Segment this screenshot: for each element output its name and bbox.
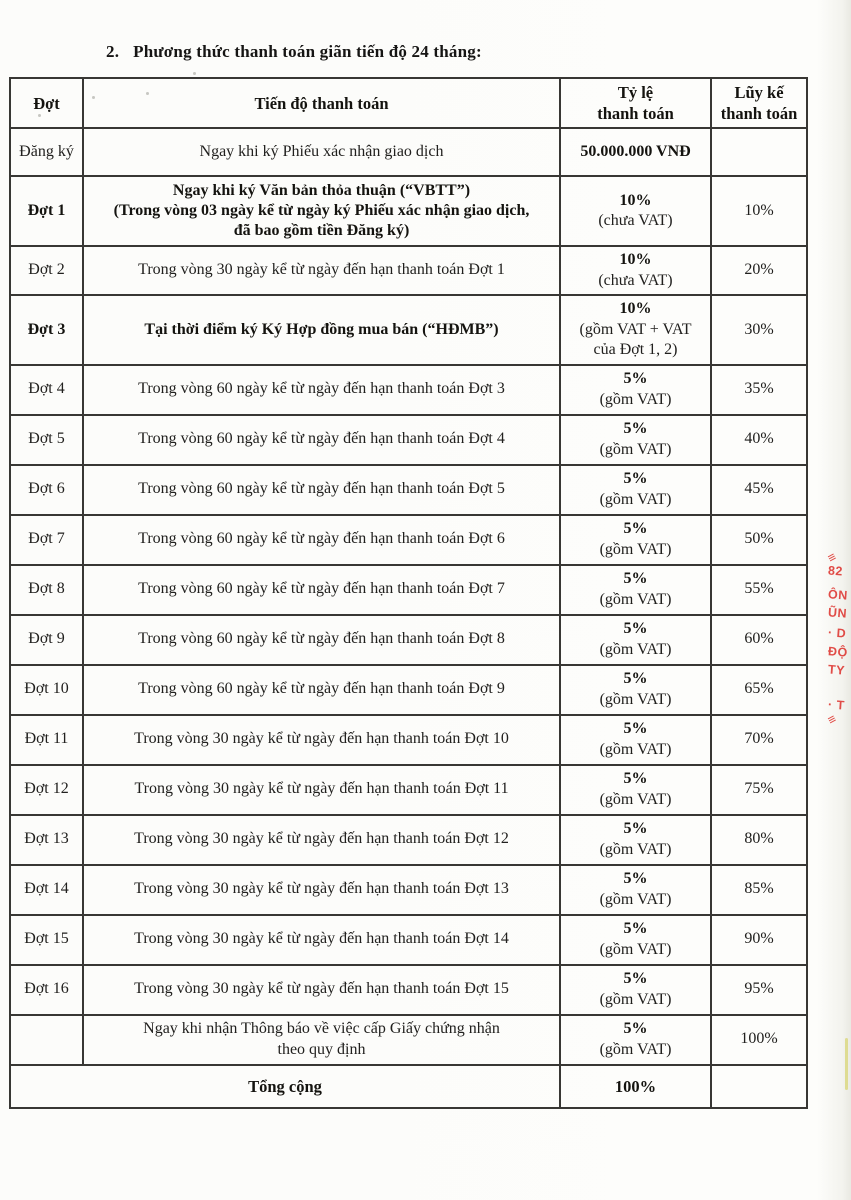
rate-cell: 5% (gồm VAT) [560, 465, 711, 515]
rate-cell: 5% (gồm VAT) [560, 815, 711, 865]
section-title [106, 42, 482, 62]
rate-cell: 5% (gồm VAT) [560, 965, 711, 1015]
stage-cell: Đợt 13 [10, 815, 83, 865]
stage-cell: Đợt 2 [10, 246, 83, 295]
stage-cell: Đợt 15 [10, 915, 83, 965]
section-number: 2. [106, 42, 120, 61]
stamp-text-fragment: ÔN [827, 587, 849, 603]
description-cell: Trong vòng 30 ngày kể từ ngày đến hạn thanh toán Đợt 14 [83, 915, 560, 965]
description-cell: Trong vòng 30 ngày kể từ ngày đến hạn thanh toán Đợt 11 [83, 765, 560, 815]
table-row [10, 295, 807, 364]
table-row [10, 565, 807, 615]
table-row [10, 815, 807, 865]
rate-cell: 5% (gồm VAT) [560, 665, 711, 715]
rate-cell: 5% (gồm VAT) [560, 365, 711, 415]
rate-cell: 5% (gồm VAT) [560, 1015, 711, 1065]
description-cell: Trong vòng 60 ngày kể từ ngày đến hạn thanh toán Đợt 4 [83, 415, 560, 465]
stamp-text-fragment: ≡ [824, 711, 838, 728]
scan-speck [92, 96, 95, 99]
description-cell: Trong vòng 30 ngày kể từ ngày đến hạn thanh toán Đợt 10 [83, 715, 560, 765]
rate-cell: 10% (gồm VAT + VAT của Đợt 1, 2) [560, 295, 711, 364]
cumulative-cell: 65% [711, 665, 807, 715]
header-stage: Đợt [10, 78, 83, 128]
stage-cell: Đợt 14 [10, 865, 83, 915]
header-rate-line2: thanh toán [597, 104, 674, 124]
stamp-text-fragment: ŨN [827, 605, 848, 621]
section-title-text: Phương thức thanh toán giãn tiến độ 24 tháng: [133, 42, 482, 61]
scan-speck [146, 92, 149, 95]
stage-cell: Đợt 6 [10, 465, 83, 515]
stamp-text-fragment: ≡ [824, 549, 838, 566]
cumulative-cell: 40% [711, 415, 807, 465]
rate-cell: 5% (gồm VAT) [560, 715, 711, 765]
table-row [10, 715, 807, 765]
stage-cell: Đợt 10 [10, 665, 83, 715]
table-row [10, 1015, 807, 1065]
description-cell: Trong vòng 60 ngày kể từ ngày đến hạn thanh toán Đợt 6 [83, 515, 560, 565]
red-stamp-fragment [824, 548, 851, 738]
stamp-text-fragment: · D [827, 625, 847, 641]
table-row [10, 176, 807, 246]
header-cumulative [711, 78, 807, 128]
description-cell: Tại thời điểm ký Ký Hợp đồng mua bán (“HĐMB”) [83, 295, 560, 364]
cumulative-cell: 35% [711, 365, 807, 415]
header-rate [560, 78, 711, 128]
rate-cell: 5% (gồm VAT) [560, 515, 711, 565]
stage-cell: Đợt 8 [10, 565, 83, 615]
cumulative-cell: 85% [711, 865, 807, 915]
description-cell: Trong vòng 60 ngày kể từ ngày đến hạn thanh toán Đợt 8 [83, 615, 560, 665]
table-row [10, 665, 807, 715]
stage-cell: Đợt 9 [10, 615, 83, 665]
description-cell: Trong vòng 30 ngày kể từ ngày đến hạn thanh toán Đợt 15 [83, 965, 560, 1015]
stamp-text-fragment: ĐỘ [827, 644, 849, 660]
scan-speck [193, 72, 196, 75]
rate-cell: 10% (chưa VAT) [560, 176, 711, 246]
payment-table-body [10, 128, 807, 1064]
table-row [10, 415, 807, 465]
header-rate-line1: Tỷ lệ [617, 83, 654, 102]
cumulative-cell: 55% [711, 565, 807, 615]
stamp-text-fragment: · T [827, 697, 846, 713]
cumulative-cell: 50% [711, 515, 807, 565]
total-label: Tổng cộng [10, 1065, 560, 1108]
table-row [10, 765, 807, 815]
cumulative-cell: 100% [711, 1015, 807, 1065]
cumulative-cell: 70% [711, 715, 807, 765]
rate-cell: 5% (gồm VAT) [560, 615, 711, 665]
stage-cell: Đợt 5 [10, 415, 83, 465]
header-cumulative-line2: thanh toán [720, 104, 798, 124]
stage-cell: Đợt 11 [10, 715, 83, 765]
table-row [10, 915, 807, 965]
table-row [10, 615, 807, 665]
header-cumulative-line1: Lũy kế [734, 83, 784, 102]
cumulative-cell: 30% [711, 295, 807, 364]
payment-schedule-table [9, 77, 808, 1109]
stage-cell: Đợt 12 [10, 765, 83, 815]
table-row [10, 246, 807, 295]
cumulative-cell: 10% [711, 176, 807, 246]
total-row [10, 1065, 807, 1108]
stage-cell: Đợt 4 [10, 365, 83, 415]
table-row [10, 515, 807, 565]
rate-cell: 5% (gồm VAT) [560, 565, 711, 615]
description-cell: Trong vòng 60 ngày kể từ ngày đến hạn thanh toán Đợt 3 [83, 365, 560, 415]
description-cell: Trong vòng 30 ngày kể từ ngày đến hạn thanh toán Đợt 12 [83, 815, 560, 865]
total-rate: 100% [560, 1065, 711, 1108]
stage-cell: Đợt 1 [10, 176, 83, 246]
scan-speck [38, 114, 41, 117]
description-cell: Ngay khi ký Văn bản thỏa thuận (“VBTT”) (Trong vòng 03 ngày kể từ ngày ký Phiếu xác nhận giao dịch, đã bao gồm tiền Đăng ký) [83, 176, 560, 246]
cumulative-cell: 45% [711, 465, 807, 515]
table-row [10, 128, 807, 176]
stage-cell: Đợt 7 [10, 515, 83, 565]
description-cell: Trong vòng 30 ngày kể từ ngày đến hạn thanh toán Đợt 13 [83, 865, 560, 915]
description-cell: Ngay khi nhận Thông báo về việc cấp Giấy chứng nhận theo quy định [83, 1015, 560, 1065]
cumulative-cell: 75% [711, 765, 807, 815]
description-cell: Trong vòng 30 ngày kể từ ngày đến hạn thanh toán Đợt 1 [83, 246, 560, 295]
stage-cell: Đợt 16 [10, 965, 83, 1015]
cumulative-cell: 80% [711, 815, 807, 865]
rate-cell: 5% (gồm VAT) [560, 865, 711, 915]
stage-cell: Đợt 3 [10, 295, 83, 364]
table-row [10, 465, 807, 515]
rate-cell: 5% (gồm VAT) [560, 415, 711, 465]
total-cumulative [711, 1065, 807, 1108]
cumulative-cell: 60% [711, 615, 807, 665]
cumulative-cell [711, 128, 807, 176]
description-cell: Trong vòng 60 ngày kể từ ngày đến hạn thanh toán Đợt 9 [83, 665, 560, 715]
rate-cell: 50.000.000 VNĐ [560, 128, 711, 176]
table-row [10, 965, 807, 1015]
description-cell: Ngay khi ký Phiếu xác nhận giao dịch [83, 128, 560, 176]
description-cell: Trong vòng 60 ngày kể từ ngày đến hạn thanh toán Đợt 7 [83, 565, 560, 615]
header-progress: Tiến độ thanh toán [83, 78, 560, 128]
page-edge-mark [845, 1038, 848, 1090]
stamp-text-fragment: 82 [827, 563, 844, 579]
rate-cell: 5% (gồm VAT) [560, 915, 711, 965]
table-row [10, 865, 807, 915]
cumulative-cell: 90% [711, 915, 807, 965]
cumulative-cell: 95% [711, 965, 807, 1015]
rate-cell: 5% (gồm VAT) [560, 765, 711, 815]
table-header-row [10, 78, 807, 128]
description-cell: Trong vòng 60 ngày kể từ ngày đến hạn thanh toán Đợt 5 [83, 465, 560, 515]
stamp-text-fragment: TY [827, 662, 846, 678]
rate-cell: 10% (chưa VAT) [560, 246, 711, 295]
table-row [10, 365, 807, 415]
cumulative-cell: 20% [711, 246, 807, 295]
stage-cell: Đăng ký [10, 128, 83, 176]
stage-cell [10, 1015, 83, 1065]
